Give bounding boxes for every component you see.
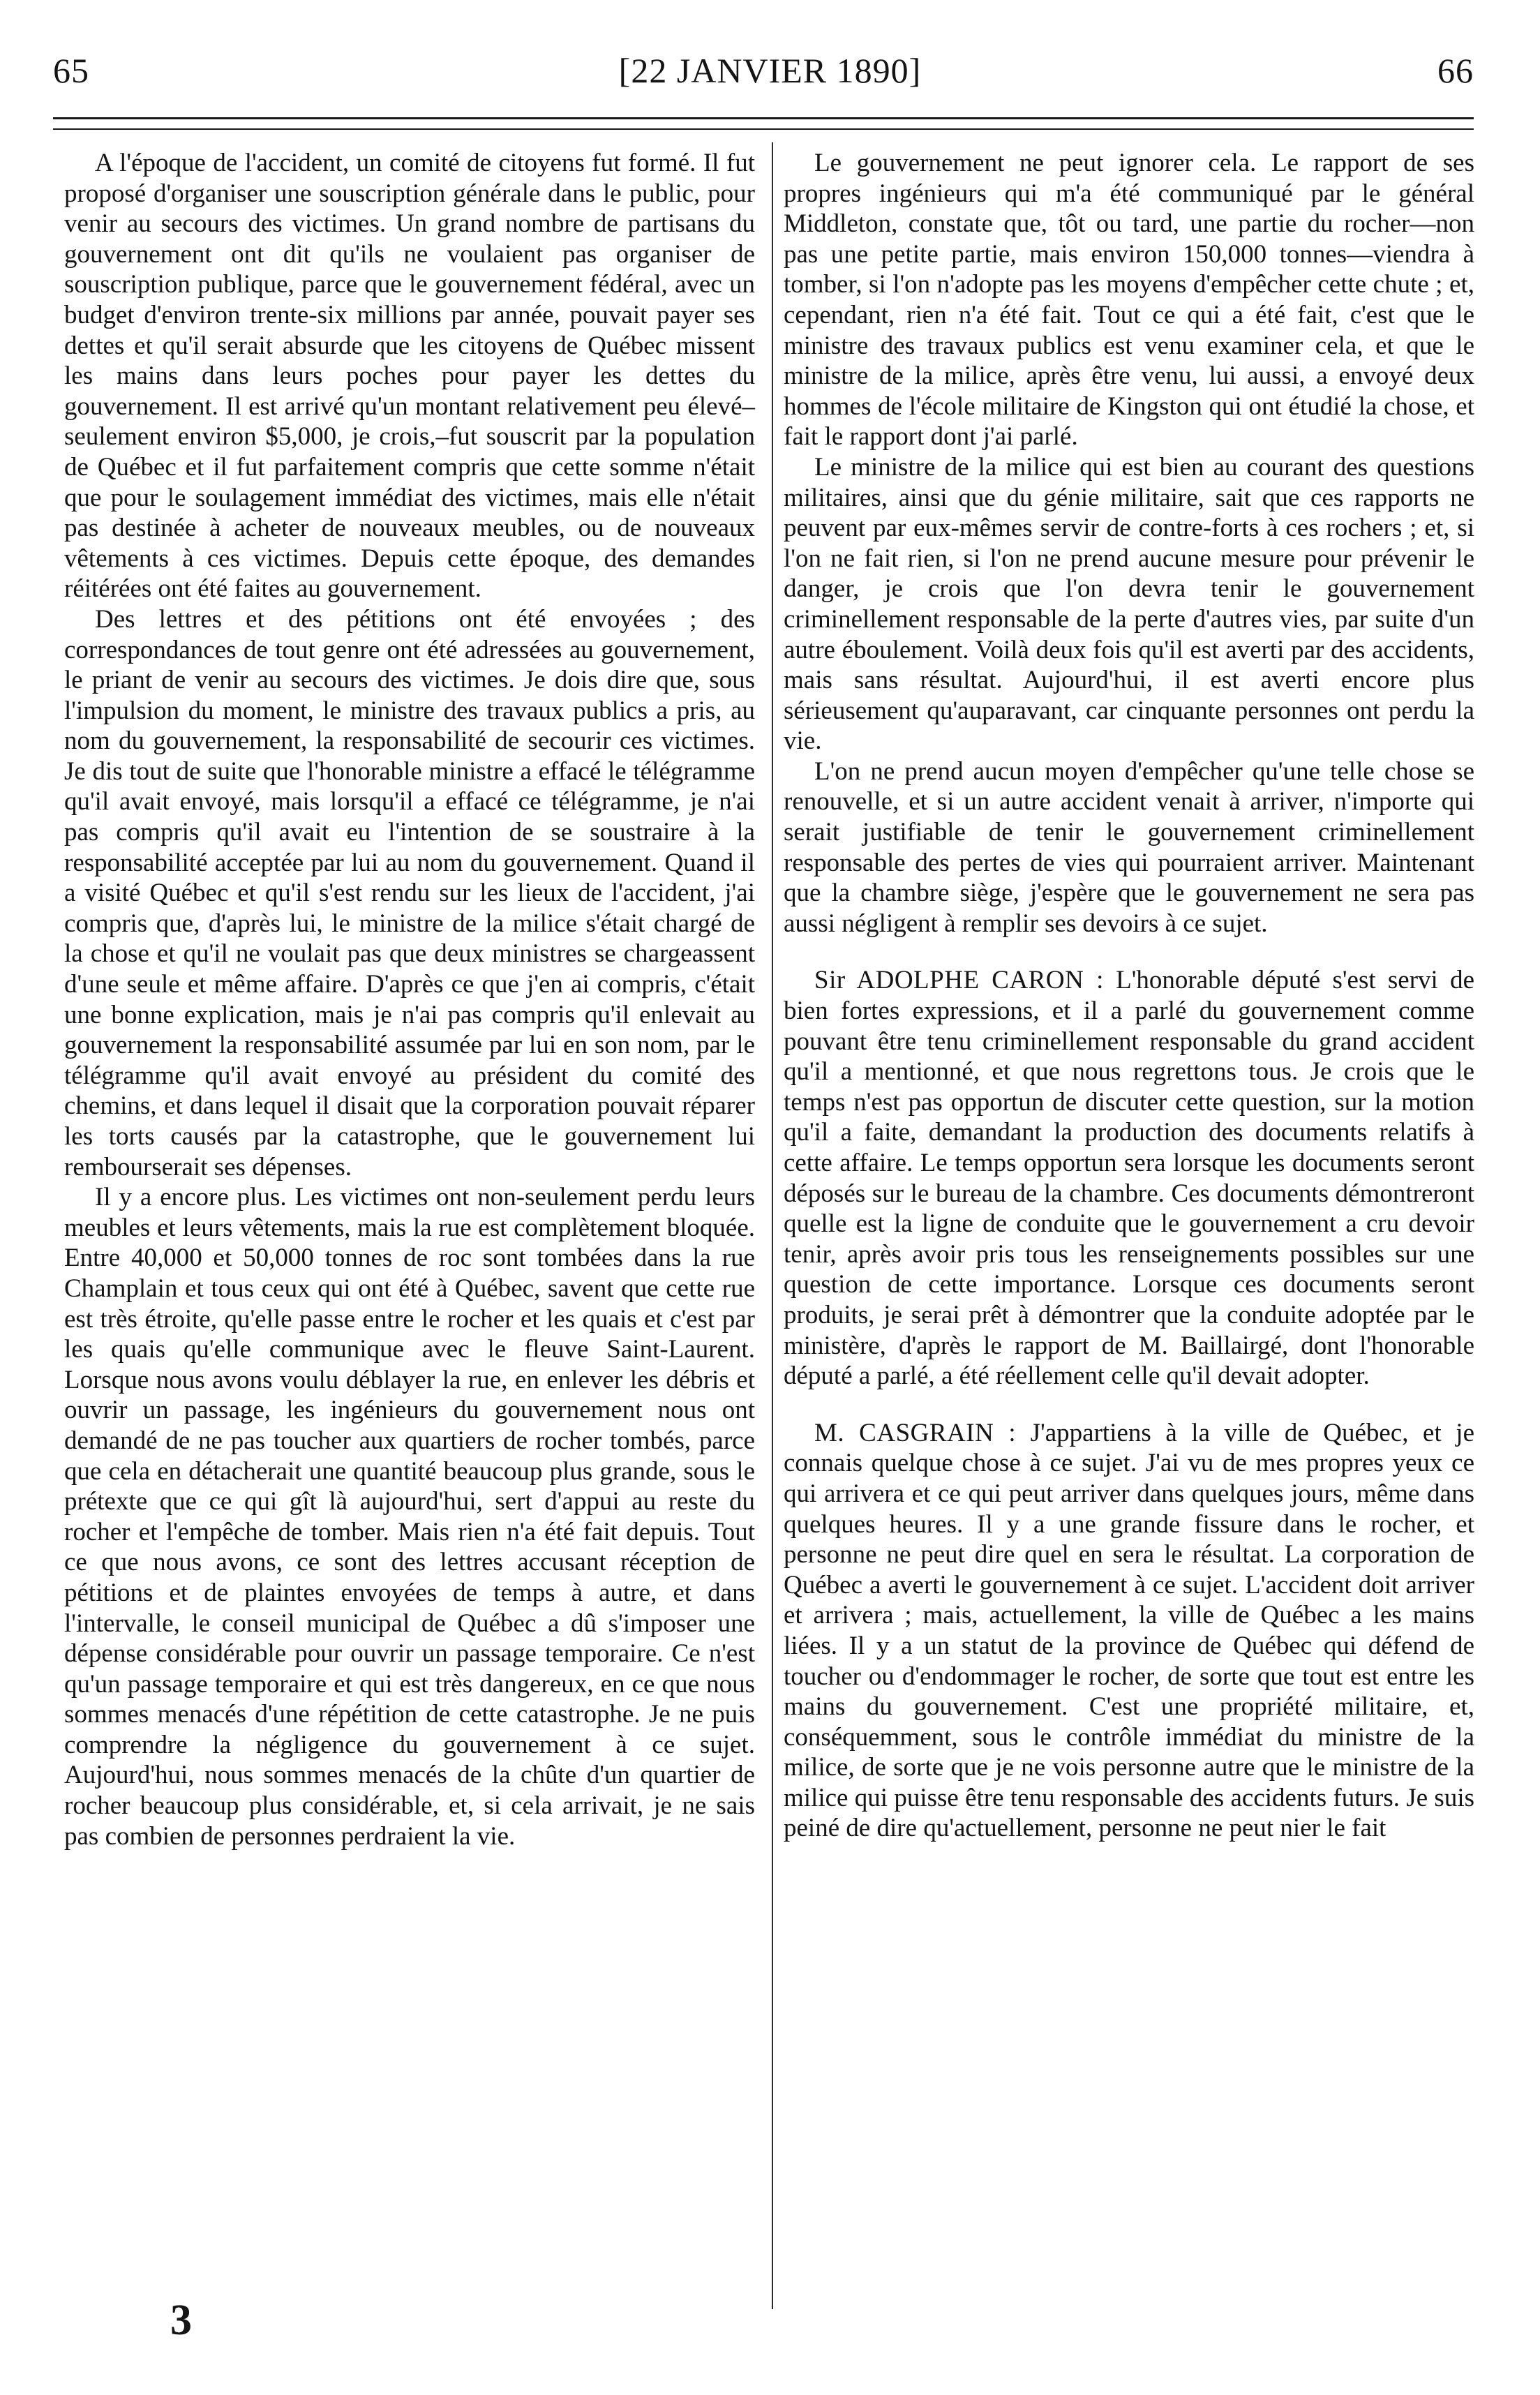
paragraph: Des lettres et des pétitions ont été envoyées ; des correspondances de tout genre ont été adressées au gouvernement, le priant de venir au secours des victimes. Je dois dire que, sous l'impulsion du moment, le ministre des travaux publics a pris, au nom du gouvernement, la responsabilité de secourir ces victimes. Je dis tout de suite que l'honorable ministre a effacé le télégramme qu'il avait envoyé, mais lorsqu'il a effacé ce télégramme, je n'ai pas compris qu'il avait eu l'intention de se soustraire à la responsabilité acceptée par lui au nom du gouvernement. Quand il a visité Québec et qu'il s'est rendu sur les lieux de l'accident, j'ai compris que, d'après lui, le ministre de la milice s'était chargé de la chose et qu'il ne voulait pas que deux ministres se chargeassent d'une seule et même affaire. D'après ce que j'en ai compris, c'était une bonne explication, mais je n'ai pas compris qu'il enlevait au gouvernement la responsabilité assumée par lui en son nom, par le télégramme qu'il avait envoyé au président du comité des chemins, et dans lequel il disait que la corporation pouvait réparer les torts causés par la catastrophe, que le gouvernement lui rembourserait ses dépenses. bbox=[64, 604, 755, 1181]
speech-text: J'appartiens à la ville de Québec, et je connais quelque chose à ce sujet. J'ai vu de mes propres yeux ce qui arrivera et ce qui peut arriver dans quelques jours, même dans quelques heures. Il y a une grande fissure dans le rocher, et personne ne peut dire quel en sera le résultat. La corporation de Québec a averti le gouvernement à ce sujet. L'accident doit arriver et arrivera ; mais, actuellement, la ville de Québec a les mains liées. Il y a un statut de la province de Québec qui défend de toucher ou d'endommager le rocher, de sorte que tout est entre les mains du gouvernement. C'est une propriété militaire, et, conséquemment, sous le contrôle immédiat du ministre de la milice, de sorte que je ne vois personne autre que le ministre de la milice qui puisse être tenu responsable des accidents futurs. Je suis peiné de dire qu'actuellement, personne ne peut nier le fait bbox=[784, 1418, 1475, 1843]
signature-mark: 3 bbox=[170, 2297, 192, 2344]
speech-text: L'honorable député s'est servi de bien fortes expressions, et il a parlé du gouvernement comme pouvant être tenu criminellement responsable du grand accident qu'il a mentionné, et que nous regrettons tous. Je crois que le temps n'est pas opportun de discuter cette question, sur la motion qu'il a faite, demandant la production des documents relatifs à cette affaire. Le temps opportun sera lorsque les documents seront déposés sur le bureau de la chambre. Ces documents démontreront quelle est la ligne de conduite que le gouvernement a cru devoir tenir, après avoir pris tous les renseignements possibles sur une question de cette importance. Lorsque ces documents seront produits, je serai prêt à démontrer que la conduite adoptée par le ministère, d'après le rapport de M. Baillairgé, dont l'honorable député a parlé, a été réellement celle qu'il devait adopter. bbox=[784, 966, 1474, 1391]
header-rule-top bbox=[53, 117, 1474, 119]
speech-casgrain bbox=[784, 1418, 1474, 1844]
page-number-right: 66 bbox=[1437, 51, 1474, 90]
right-column bbox=[784, 148, 1474, 1844]
speaker-name: Sir ADOLPHE CARON : bbox=[814, 966, 1104, 995]
paragraph: A l'époque de l'accident, un comité de citoyens fut formé. Il fut proposé d'organiser une souscription générale dans le public, pour venir au secours des victimes. Un grand nombre de partisans du gouvernement ont dit qu'ils ne voulaient pas organiser de souscription publique, parce que le gouvernement fédéral, avec un budget d'environ trente-six millions par année, pouvait payer ses dettes et qu'il serait absurde que les citoyens de Québec missent les mains dans leurs poches pour payer les dettes du gouvernement. Il est arrivé qu'un montant relativement peu élevé–seulement environ $5,000, je crois,–fut souscrit par la population de Québec et il fut parfaitement compris que cette somme n'était que pour le soulagement immédiat des victimes, mais elle n'était pas destinée à acheter de nouveaux meubles, ou de nouveaux vêtements à ces victimes. Depuis cette époque, des demandes réitérées ont été faites au gouvernement. bbox=[64, 149, 755, 604]
column-divider bbox=[772, 142, 773, 2309]
paragraph: Il y a encore plus. Les victimes ont non-seulement perdu leurs meubles et leurs vêtements, mais la rue est complètement bloquée. Entre 40,000 et 50,000 tonnes de roc sont tombées dans la rue Champlain et tous ceux qui ont été à Québec, savent que cette rue est très étroite, qu'elle passe entre le rocher et les quais et c'est par les quais qu'elle communique avec le fleuve Saint-Laurent. Lorsque nous avons voulu déblayer la rue, en enlever les débris et ouvrir un passage, les ingénieurs du gouvernement nous ont demandé de ne pas toucher aux quartiers de rocher tombés, parce que cela en détacherait une quantité beaucoup plus grande, sous le prétexte que ce qui gît là aujourd'hui, sert d'appui au reste du rocher et l'empêche de tomber. Mais rien n'a été fait depuis. Tout ce que nous avons, ce sont des lettres accusant réception de pétitions et de plaintes envoyées de temps à autre, et dans l'intervalle, le conseil municipal de Québec a dû s'imposer une dépense considérable pour ouvrir un passage temporaire. Ce n'est qu'un passage temporaire et qui est très dangereux, en ce que nous sommes menacés d'une répétition de cette catastrophe. Je ne puis comprendre la négligence du gouvernement à ce sujet. Aujourd'hui, nous sommes menacés de la chûte d'un quartier de rocher beaucoup plus considérable, et, si cela arrivait, je ne sais pas combien de personnes perdraient la vie. bbox=[64, 1183, 755, 1851]
page-header-title: [22 JANVIER 1890] bbox=[618, 51, 922, 90]
speaker-name: M. CASGRAIN : bbox=[814, 1418, 1017, 1447]
header-rule-bottom bbox=[53, 128, 1474, 130]
left-column bbox=[64, 148, 755, 1851]
speech-caron bbox=[784, 965, 1474, 1391]
paragraph: Le ministre de la milice qui est bien au courant des questions militaires, ainsi que du génie militaire, sait que ces rapports ne peuvent par eux-mêmes servir de contre-forts à ces rochers ; et, si l'on ne fait rien, si l'on ne prend aucune mesure pour prévenir le danger, je crois que l'on devra tenir le gouvernement criminellement responsable de la perte d'autres vies, par suite d'un autre éboulement. Voilà deux fois qu'il est averti par des accidents, mais sans résultat. Aujourd'hui, il est averti encore plus sérieusement qu'auparavant, car cinquante personnes ont perdu la vie. bbox=[784, 452, 1474, 756]
paragraph: Le gouvernement ne peut ignorer cela. Le rapport de ses propres ingénieurs qui m'a été communiqué par le général Middleton, constate que, tôt ou tard, une partie du rocher—non pas une petite partie, mais environ 150,000 tonnes—viendra à tomber, si l'on n'adopte pas les moyens d'empêcher cette chute ; et, cependant, rien n'a été fait. Tout ce qui a été fait, c'est que le ministre des travaux publics est venu examiner cela, et que le ministre de la milice, après être venu, lui aussi, a envoyé deux hommes de l'école militaire de Kingston qui ont étudié la chose, et fait le rapport dont j'ai parlé. bbox=[784, 149, 1474, 452]
page-number-left: 65 bbox=[53, 51, 89, 90]
paragraph: L'on ne prend aucun moyen d'empêcher qu'une telle chose se renouvelle, et si un autre accident venait à arriver, n'importe qui serait justifiable de tenir le gouvernement criminellement responsable des pertes de vies qui pourraient arriver. Maintenant que la chambre siège, j'espère que le gouvernement ne sera pas aussi négligent à remplir ses devoirs à ce sujet. bbox=[784, 756, 1474, 938]
